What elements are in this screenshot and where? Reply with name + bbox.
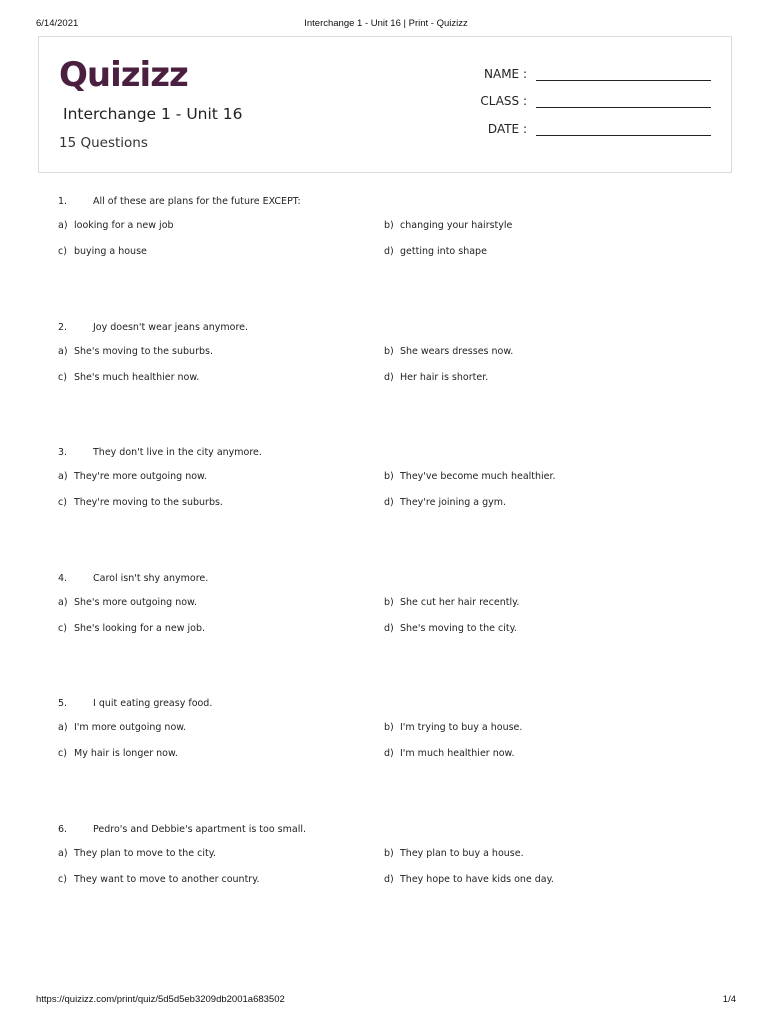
option-letter: d) <box>384 246 394 257</box>
option-letter: d) <box>384 748 394 759</box>
question-item <box>58 322 728 448</box>
answer-option-a <box>58 220 174 231</box>
option-letter: a) <box>58 596 68 608</box>
answer-option-c <box>58 623 205 634</box>
answer-option-b <box>384 722 522 733</box>
option-letter: d) <box>384 497 394 508</box>
class-field <box>471 94 711 114</box>
question-number: 1. <box>58 196 68 207</box>
option-letter: c) <box>58 246 67 257</box>
option-letter: b) <box>384 220 394 231</box>
answer-option-a <box>58 597 197 608</box>
option-letter: a) <box>58 471 68 482</box>
date-label: DATE : <box>487 122 527 136</box>
answer-option-d <box>384 246 487 257</box>
class-blank-line <box>536 107 711 108</box>
option-text: She wears dresses now. <box>400 345 514 357</box>
option-text: My hair is longer now. <box>74 748 178 759</box>
option-text: Her hair is shorter. <box>400 371 489 383</box>
option-text: She's moving to the suburbs. <box>74 345 213 357</box>
quiz-title: Interchange 1 - Unit 16 <box>63 105 243 123</box>
option-text: looking for a new job <box>74 220 174 231</box>
option-text: She's much healthier now. <box>74 371 200 383</box>
question-number: 5. <box>58 698 68 709</box>
answer-option-c <box>58 497 223 508</box>
option-text: changing your hairstyle <box>400 220 513 231</box>
option-text: I'm more outgoing now. <box>74 722 187 733</box>
print-header <box>36 18 736 32</box>
print-url: https://quizizz.com/print/quiz/5d5d5eb3209db2001a683502 <box>36 994 285 1005</box>
answer-option-d <box>384 372 488 383</box>
option-text: buying a house <box>74 246 147 257</box>
option-text: They plan to buy a house. <box>400 847 524 859</box>
option-letter: d) <box>384 873 394 885</box>
option-letter: a) <box>58 345 68 357</box>
question-number: 4. <box>58 572 68 584</box>
option-text: They're joining a gym. <box>400 497 507 508</box>
option-letter: c) <box>58 497 67 508</box>
answer-option-b <box>384 346 513 357</box>
option-text: They want to move to another country. <box>74 873 260 885</box>
question-item <box>58 196 728 322</box>
page-number: 1/4 <box>722 994 736 1005</box>
answer-option-c <box>58 246 147 257</box>
print-footer <box>36 994 736 1008</box>
quiz-header-box <box>38 36 732 173</box>
option-letter: b) <box>384 596 394 608</box>
question-count: 15 Questions <box>59 135 148 151</box>
date-field <box>471 122 711 142</box>
question-text: I quit eating greasy food. <box>93 698 213 709</box>
option-text: She's more outgoing now. <box>74 596 197 608</box>
name-field <box>471 67 711 87</box>
option-letter: c) <box>58 371 67 383</box>
question-item <box>58 447 728 573</box>
option-text: They hope to have kids one day. <box>400 873 554 885</box>
svg-text:Quizizz: Quizizz <box>59 55 188 93</box>
answer-option-d <box>384 874 554 885</box>
option-text: They've become much healthier. <box>400 471 556 482</box>
answer-option-b <box>384 597 519 608</box>
option-letter: d) <box>384 622 394 634</box>
question-text: They don't live in the city anymore. <box>93 447 262 458</box>
option-text: I'm much healthier now. <box>400 748 515 759</box>
question-item <box>58 698 728 824</box>
answer-option-a <box>58 346 213 357</box>
question-number: 2. <box>58 321 68 333</box>
question-item <box>58 824 728 950</box>
question-list <box>58 196 728 949</box>
option-text: I'm trying to buy a house. <box>400 722 523 733</box>
class-label: CLASS : <box>480 94 527 108</box>
option-letter: d) <box>384 371 394 383</box>
answer-option-d <box>384 497 506 508</box>
option-letter: a) <box>58 722 68 733</box>
question-text: Carol isn't shy anymore. <box>93 572 209 584</box>
answer-option-b <box>384 848 524 859</box>
option-letter: c) <box>58 873 67 885</box>
option-letter: a) <box>58 847 68 859</box>
option-letter: b) <box>384 847 394 859</box>
answer-option-c <box>58 874 260 885</box>
answer-option-b <box>384 220 512 231</box>
option-letter: b) <box>384 471 394 482</box>
option-letter: c) <box>58 748 67 759</box>
print-page-title: Interchange 1 - Unit 16 | Print - Quizizz <box>304 18 468 29</box>
answer-option-a <box>58 722 186 733</box>
option-letter: b) <box>384 722 394 733</box>
name-blank-line <box>536 80 711 81</box>
question-number: 3. <box>58 447 68 458</box>
question-text: Joy doesn't wear jeans anymore. <box>93 321 249 333</box>
option-text: They're moving to the suburbs. <box>74 497 223 508</box>
answer-option-b <box>384 471 556 482</box>
quizizz-logo <box>59 55 193 93</box>
name-label: NAME : <box>484 67 527 81</box>
answer-option-d <box>384 748 514 759</box>
answer-option-a <box>58 471 207 482</box>
answer-option-c <box>58 748 178 759</box>
question-text: All of these are plans for the future EXCEPT: <box>93 196 301 207</box>
question-text: Pedro's and Debbie's apartment is too small. <box>93 823 307 835</box>
option-text: She's looking for a new job. <box>74 622 206 634</box>
option-letter: b) <box>384 345 394 357</box>
option-text: They plan to move to the city. <box>74 847 216 859</box>
answer-option-d <box>384 623 517 634</box>
answer-option-c <box>58 372 199 383</box>
option-text: She's moving to the city. <box>400 622 517 634</box>
option-letter: c) <box>58 622 67 634</box>
option-text: She cut her hair recently. <box>400 596 520 608</box>
question-item <box>58 573 728 699</box>
option-letter: a) <box>58 220 68 231</box>
answer-option-a <box>58 848 216 859</box>
question-number: 6. <box>58 823 68 835</box>
option-text: getting into shape <box>400 246 487 257</box>
date-blank-line <box>536 135 711 136</box>
option-text: They're more outgoing now. <box>74 471 207 482</box>
print-date: 6/14/2021 <box>36 18 79 29</box>
